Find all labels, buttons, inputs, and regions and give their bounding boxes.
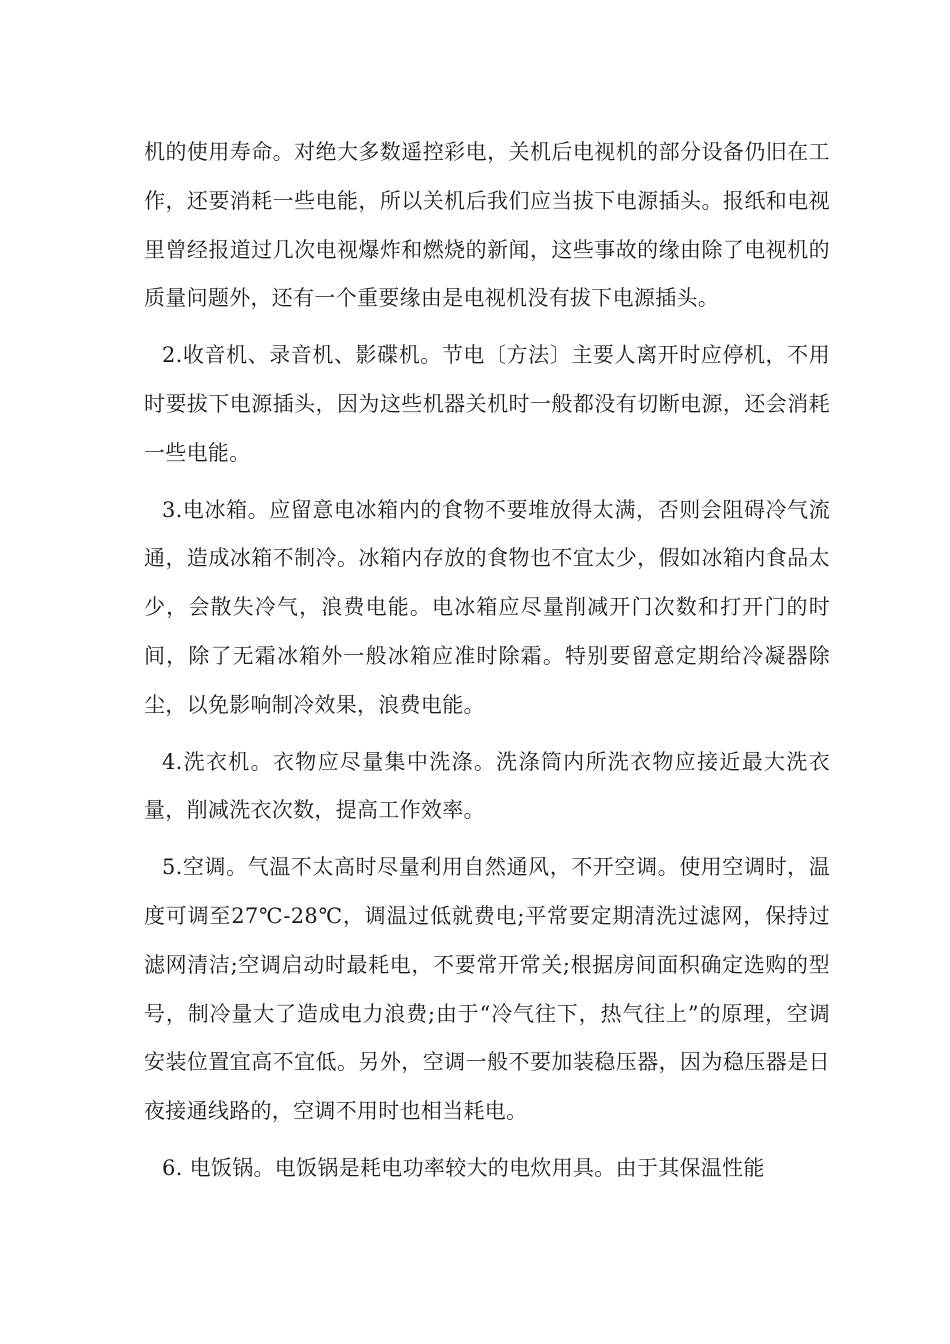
paragraph-radio-recorder: 2.收音机、录音机、影碟机。节电〔方法〕主要人离开时应停机，不用时要拔下电源插头，因为这些机器关机时一般都没有切断电源，还会消耗一些电能。	[144, 343, 830, 465]
document-body	[144, 128, 830, 1201]
paragraph-refrigerator: 3.电冰箱。应留意电冰箱内的食物不要堆放得太满，否则会阻碍冷气流通，造成冰箱不制冷。冰箱内存放的食物也不宜太少，假如冰箱内食品太少，会散失冷气，浪费电能。电冰箱应尽量削减开门次数和打开门的时间，除了无霜冰箱外一般冰箱应准时除霜。特别要留意定期给冷凝器除尘，以免影响制冷效果，浪费电能。	[144, 497, 830, 717]
paragraph-air-conditioner: 5.空调。气温不太高时尽量利用自然通风，不开空调。使用空调时，温度可调至27℃-28℃，调温过低就费电;平常要定期清洗过滤网，保持过滤网清洁;空调启动时最耗电，不要常开常关;根据房间面积确定选购的型号，制冷量大了造成电力浪费;由于“冷气往下，热气往上”的原理，空调安装位置宜高不宜低。另外，空调一般不要加装稳压器，因为稳压器是日夜接通线路的，空调不用时也相当耗电。	[144, 855, 830, 1124]
paragraph-washing-machine: 4.洗衣机。衣物应尽量集中洗涤。洗涤筒内所洗衣物应接近最大洗衣量，削减洗衣次数，提高工作效率。	[144, 749, 830, 823]
paragraph-tv-power-plug: 机的使用寿命。对绝大多数遥控彩电，关机后电视机的部分设备仍旧在工作，还要消耗一些电能，所以关机后我们应当拔下电源插头。报纸和电视里曾经报道过几次电视爆炸和燃烧的新闻，这些事故的缘由除了电视机的质量问题外，还有一个重要缘由是电视机没有拔下电源插头。	[144, 140, 830, 311]
paragraph-rice-cooker: 6. 电饭锅。电饭锅是耗电功率较大的电炊用具。由于其保温性能	[162, 1155, 765, 1180]
